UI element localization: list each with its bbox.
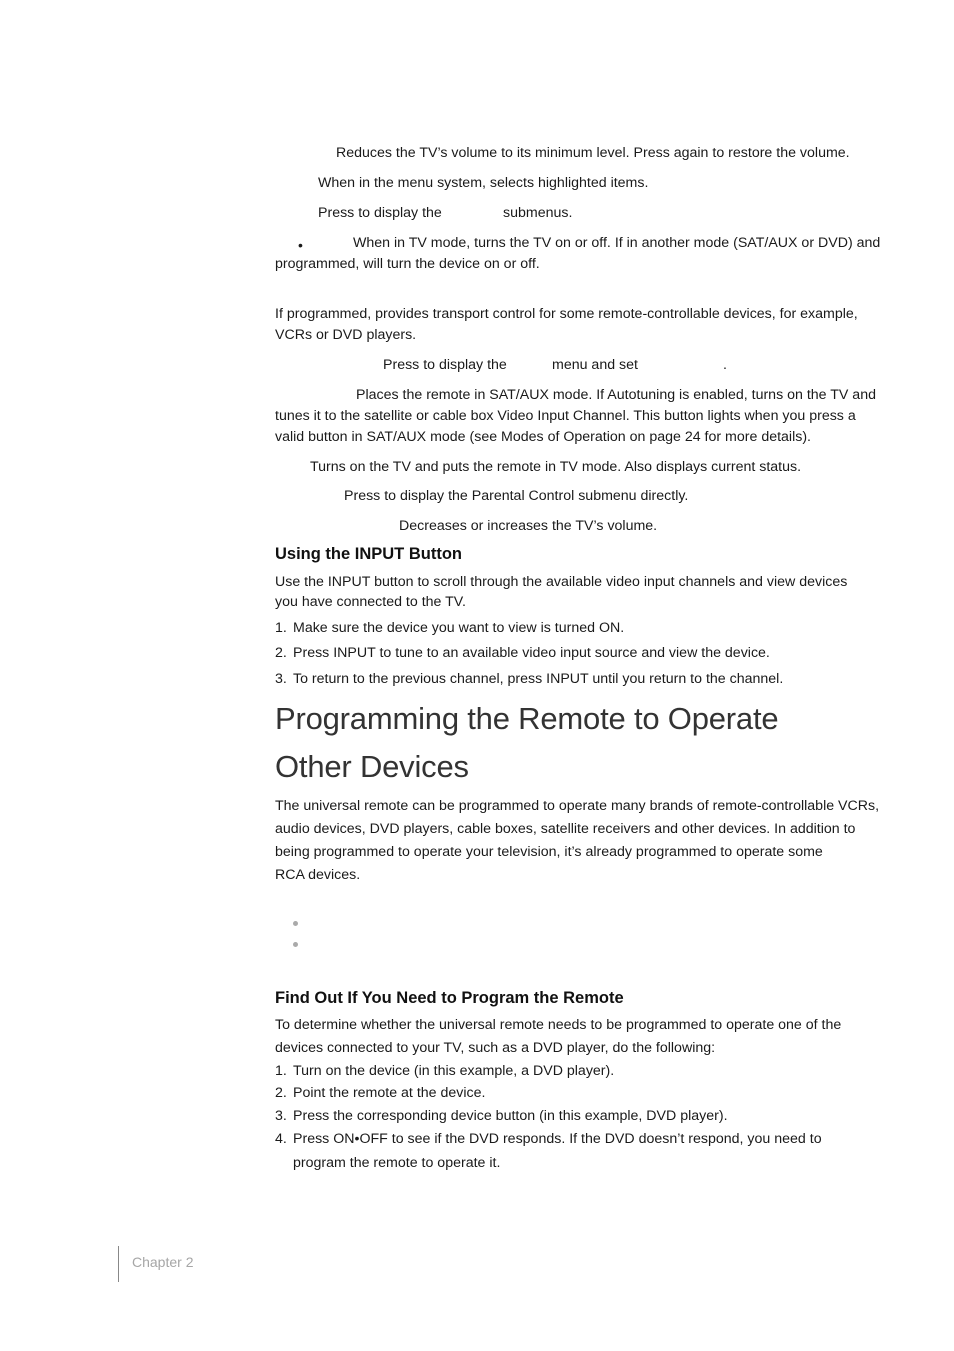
list-bullet — [293, 921, 298, 926]
chapter-label: Chapter 2 — [132, 1254, 194, 1270]
step-number: 3. — [275, 671, 287, 687]
find-out-step — [275, 1061, 614, 1082]
input-step — [275, 643, 770, 664]
menu-description-middle: menu and set — [552, 357, 638, 373]
transport-description-line1: If programmed, provides transport control for some remote-controllable devices, for example, — [275, 306, 858, 322]
volume-description: Decreases or increases the TV’s volume. — [399, 518, 658, 534]
sat-aux-description-line2: tunes it to the satellite or cable box Video Input Channel. This button lights when you press a — [275, 408, 856, 424]
input-step — [275, 618, 624, 639]
programming-title-line2: Other Devices — [275, 749, 469, 784]
programming-para-line4: RCA devices. — [275, 867, 361, 883]
programming-title-line1: Programming the Remote to Operate — [275, 701, 779, 736]
submenu-description-end: submenus. — [503, 205, 573, 221]
step-text: To return to the previous channel, press INPUT until you return to the channel. — [293, 671, 784, 687]
find-out-intro-line1: To determine whether the universal remote needs to be programmed to operate one of the — [275, 1017, 842, 1033]
step-number: 1. — [275, 1063, 287, 1079]
find-out-step — [275, 1129, 822, 1150]
step-text: Turn on the device (in this example, a DVD player). — [293, 1063, 615, 1079]
programming-para-line3: being programmed to operate your television, it’s already programmed to operate some — [275, 844, 823, 860]
sat-aux-description-line1: Places the remote in SAT/AUX mode. If Autotuning is enabled, turns on the TV and — [356, 387, 876, 403]
step-number: 2. — [275, 1085, 287, 1101]
list-bullet — [293, 942, 298, 947]
sat-aux-description-line3: valid button in SAT/AUX mode (see Modes of Operation on page 24 for more details). — [275, 429, 811, 445]
step-text: Make sure the device you want to view is turned ON. — [293, 620, 625, 636]
parental-description: Press to display the Parental Control submenu directly. — [344, 488, 689, 504]
input-step — [275, 669, 783, 690]
step-text: Point the remote at the device. — [293, 1085, 486, 1101]
bullet-glyph: • — [298, 237, 303, 253]
step-text: Press ON•OFF to see if the DVD responds. If the DVD doesn’t respond, you need to — [293, 1131, 822, 1147]
find-out-heading: Find Out If You Need to Program the Remote — [275, 989, 624, 1007]
find-out-step — [275, 1106, 728, 1127]
programming-para-line2: audio devices, DVD players, cable boxes, satellite receivers and other devices. In addition to — [275, 821, 856, 837]
step-number: 1. — [275, 620, 287, 636]
submenu-description-start: Press to display the — [318, 205, 442, 221]
step-text: Press INPUT to tune to an available video input source and view the device. — [293, 645, 770, 661]
ok-description: When in the menu system, selects highlighted items. — [318, 175, 649, 191]
step-number: 2. — [275, 645, 287, 661]
programming-para-line1: The universal remote can be programmed to operate many brands of remote-controllable VCRs, — [275, 798, 880, 814]
step-number: 4. — [275, 1131, 287, 1147]
footer-divider — [118, 1246, 119, 1282]
menu-description-end: . — [723, 357, 727, 373]
menu-description-start: Press to display the — [383, 357, 507, 373]
find-out-intro-line2: devices connected to your TV, such as a DVD player, do the following: — [275, 1040, 716, 1056]
input-section-heading: Using the INPUT Button — [275, 545, 462, 563]
input-intro-line1: Use the INPUT button to scroll through the available video input channels and view devices — [275, 574, 848, 590]
input-intro-line2: you have connected to the TV. — [275, 594, 466, 610]
find-out-step — [275, 1083, 485, 1104]
onoff-description-line2: programmed, will turn the device on or off. — [275, 256, 540, 272]
mute-description: Reduces the TV’s volume to its minimum level. Press again to restore the volume. — [336, 145, 850, 161]
find-out-step-continuation: program the remote to operate it. — [293, 1155, 501, 1171]
tv-description: Turns on the TV and puts the remote in TV mode. Also displays current status. — [310, 459, 802, 475]
transport-description-line2: VCRs or DVD players. — [275, 327, 417, 343]
step-text: Press the corresponding device button (in this example, DVD player). — [293, 1108, 728, 1124]
step-number: 3. — [275, 1108, 287, 1124]
onoff-description-line1: When in TV mode, turns the TV on or off. If in another mode (SAT/AUX or DVD) and — [353, 235, 881, 251]
